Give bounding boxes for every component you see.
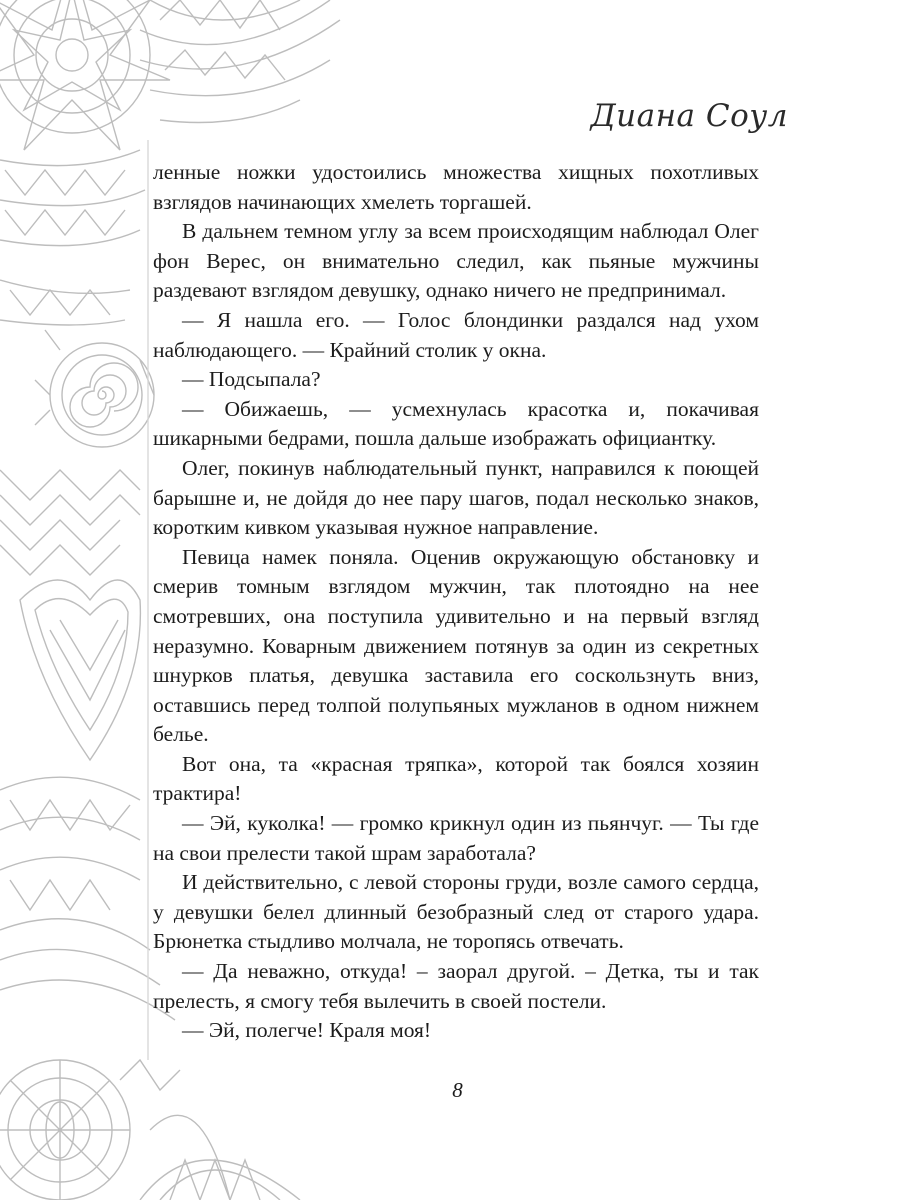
ornament-rosette-top (0, 0, 170, 150)
ornament-heart (20, 580, 140, 760)
paragraph: — Обижаешь, — усмехнулась красотка и, покачивая шикарными бедрами, пошла дальше изображать официантку. (153, 396, 759, 451)
paragraph: — Я нашла его. — Голос блондинки раздался над ухом наблюдающего. — Крайний столик у окна. (153, 307, 759, 362)
ornament-fan-top (140, 0, 340, 123)
paragraph: — Эй, куколка! — громко крикнул один из пьянчуг. — Ты где на свои прелести такой шрам заработала? (153, 811, 759, 865)
paragraph: Олег, покинув наблюдательный пункт, направился к поющей барышне и, не дойдя до нее пару шагов, подал несколько знаков, коротким кивком указывая нужное направление. (153, 455, 759, 540)
ornament-chevrons (0, 470, 140, 575)
page-number: 8 (452, 1078, 463, 1102)
paragraph: — Эй, полегче! Краля моя! (182, 1018, 432, 1043)
paragraph: В дальнем темном углу за всем происходящим наблюдал Олег фон Верес, он внимательно следил, как пьяные мужчины раздевают взглядом девушку, однако ничего не предпринимал. (153, 219, 759, 303)
paragraph: — Да неважно, откуда! – заорал другой. – Детка, ты и так прелесть, я смогу тебя вылечить в своей постели. (153, 959, 759, 1013)
ornament-left-bands (0, 150, 145, 325)
paragraph: И действительно, с левой стороны груди, возле самого сердца, у девушки белел длинный безобразный след от старого удара. Брюнетка стыдливо молчала, не торопясь отвечать. (153, 870, 759, 954)
running-header-author: Диана Соул (590, 98, 788, 134)
paragraph: — Подсыпала? (182, 367, 321, 392)
paragraph: Певица намек поняла. Оценив окружающую обстановку и смерив томным взглядом мужчин, так плотоядно на нее смотревших, она поступила удивительно и на первый взгляд неразумно. Коварным движением потянув за один из секретных шнурков платья, девушка заставила его соскользнуть вниз, оставшись перед толпой полупьяных мужланов в одном нижнем белье. (153, 544, 759, 747)
ornament-lower-fans (0, 777, 175, 1020)
ornament-spiral (35, 330, 154, 447)
paragraph: Вот она, та «красная тряпка», которой так боялся хозяин трактира! (153, 751, 759, 806)
paragraph: ленные ножки удостоились множества хищных похотливых взглядов начинающих хмелеть торгашей. (153, 160, 759, 214)
chapter-text (153, 158, 759, 1046)
